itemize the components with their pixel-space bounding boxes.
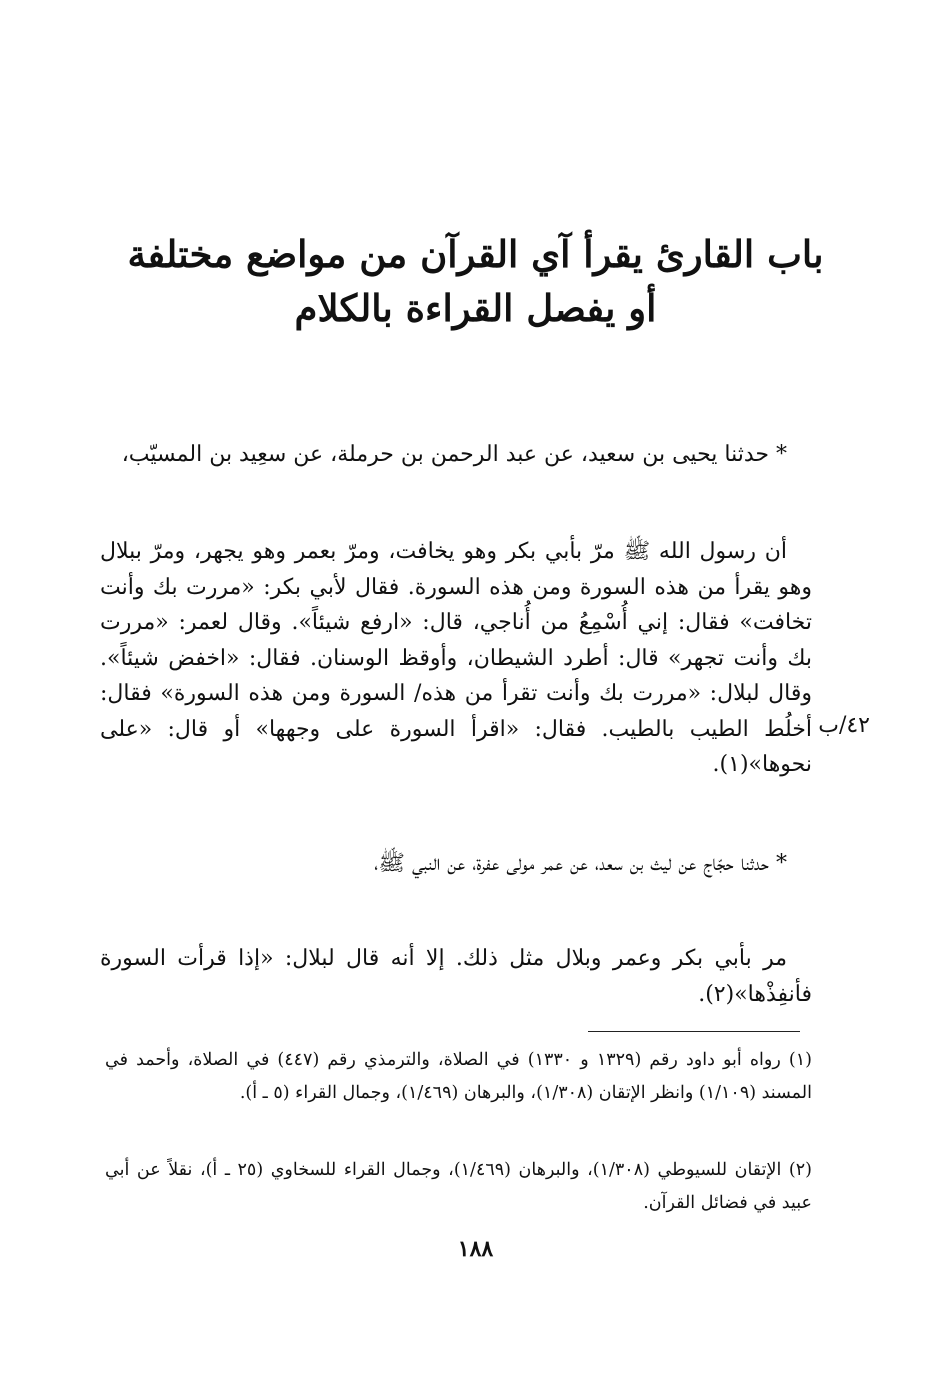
footnote-text-2: (٢) الإتقان للسيوطي (١/٣٠٨)، والبرهان (١/٤٦٩)، وجمال القراء للسخاوي (٢٥ ـ أ)، نقلاً عن أبي عبيد في فضائل القرآن.	[105, 1160, 812, 1213]
paragraph-matn-1: أن رسول الله ﷺ مرّ بأبي بكر وهو يخافت، ومرّ بعمر وهو يجهر، ومرّ ببلال وهو يقرأ من هذه السورة ومن هذه السورة. فقال لأبي بكر: «مررت بك وأنت تخافت» فقال: إني أُسْمِعُ من أُناجي، قال: «ارفع شيئاً». وقال لعمر: «مررت بك وأنت تجهر» قال: أطرد الشيطان، وأوقظ الوسنان. فقال: «اخفض شيئاً». وقال لبلال: «مررت بك وأنت تقرأ من هذه/ السورة ومن هذه السورة» فقال: أخلُط الطيب بالطيب. فقال: «اقرأ السورة على وجهها» أو قال: «على نحوها»(١).	[100, 539, 812, 777]
paragraph-isnad-1: * حدثنا يحيى بن سعيد، عن عبد الرحمن بن حرملة، عن سعِيد بن المسيّب،	[121, 442, 787, 467]
footnote-2	[105, 1154, 812, 1220]
chapter-title-line-1: باب القارئ يقرأ آي القرآن من مواضع مختلفة	[127, 232, 824, 276]
hadith-text-2	[100, 941, 812, 1012]
page-number: ١٨٨	[457, 1236, 494, 1262]
paragraph-matn-2: مر بأبي بكر وعمر وبلال مثل ذلك. إلا أنه قال لبلال: «إذا قرأت السورة فأنفِذْها»(٢).	[100, 946, 812, 1007]
footnote-1	[105, 1044, 812, 1110]
footnote-text-1: (١) رواه أبو داود رقم (١٣٢٩ و ١٣٣٠) في الصلاة، والترمذي رقم (٤٤٧) في الصلاة، وأحمد في المسند (١/١٠٩) وانظر الإتقان (١/٣٠٨)، والبرهان (١/٤٦٩)، وجمال القراء (٥ ـ أ).	[105, 1050, 812, 1103]
chapter-title-line-2: أو يفصل القراءة بالكلام	[294, 286, 657, 330]
paragraph-isnad-2: * حدثنا حجّاج عن ليث بن سعد، عن عمر مولى عفرة، عن النبي ﷺ،	[374, 851, 787, 876]
manuscript-folio-marker: ٤٢/ب	[818, 713, 870, 738]
hadith-chain-2	[100, 846, 812, 882]
hadith-chain-1	[100, 437, 812, 473]
hadith-text-1	[100, 534, 812, 783]
footnote-divider	[588, 1031, 800, 1032]
